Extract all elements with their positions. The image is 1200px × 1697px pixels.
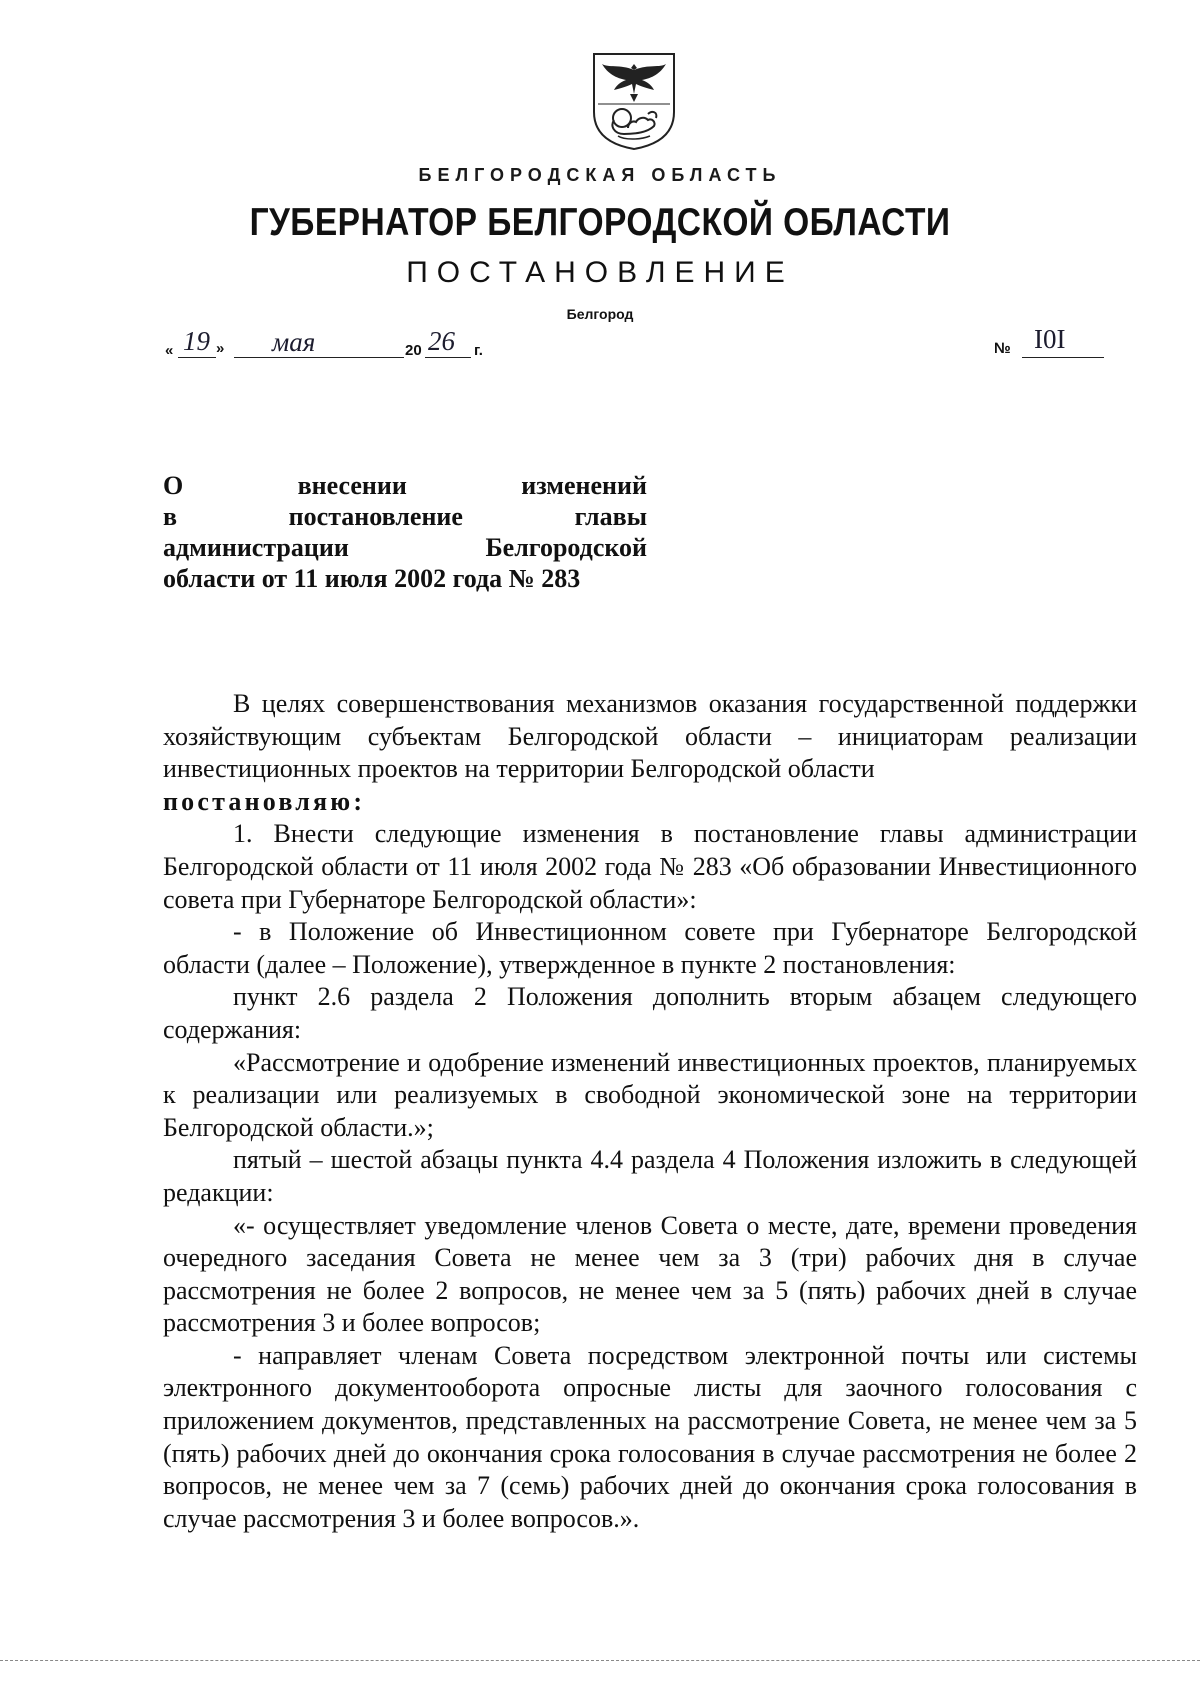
date-open-quote: «	[165, 342, 174, 359]
region-heading: БЕЛГОРОДСКАЯ ОБЛАСТЬ	[418, 165, 782, 185]
intro-text: В целях совершенствования механизмов оказания государственной поддержки хозяйствующим субъектам Белгородской области – инициаторам реализации инвестиционных проектов на территории Белгородской области	[163, 689, 1137, 784]
body-paragraph: - в Положение об Инвестиционном совете при Губернаторе Белгородской области (далее – Положение), утвержденное в пункте 2 постановления:	[163, 917, 1137, 979]
body-paragraph: пункт 2.6 раздела 2 Положения дополнить вторым абзацем следующего содержания:	[163, 982, 1137, 1044]
month-underline	[234, 357, 404, 358]
title-line: области от 11 июля 2002 года № 283	[163, 564, 581, 593]
number-label: №	[994, 340, 1011, 357]
coat-of-arms-emblem	[590, 50, 678, 152]
year-mark: г.	[474, 342, 483, 359]
title-line: О внесении изменений	[163, 471, 647, 500]
number-underline	[1022, 357, 1104, 358]
decree-line	[163, 786, 1137, 819]
city-label: Белгород	[566, 306, 634, 322]
day-underline	[178, 357, 216, 358]
body-paragraph: 1. Внести следующие изменения в постановление главы администрации Белгородской области от 11 июля 2002 года № 283 «Об образовании Инвестиционного совета при Губернаторе Белгородской области»:	[163, 819, 1137, 914]
title-line: администрации Белгородской	[163, 533, 647, 562]
body-paragraph: «Рассмотрение и одобрение изменений инвестиционных проектов, планируемых к реализации или реализуемых в свободной экономической зоне на территории Белгородской области.»;	[163, 1047, 1137, 1142]
date-day: 19	[183, 326, 210, 356]
body-paragraph: «- осуществляет уведомление членов Совета о месте, дате, времени проведения очередного заседания Совета не менее чем за 3 (три) рабочих дня в случае рассмотрения не более 2 вопросов, не менее чем за 5 (пять) рабочих дней в случае рассмотрения 3 и более вопросов;	[163, 1210, 1137, 1338]
body-paragraph: - направляет членам Совета посредством электронной почты или системы электронного документооборота опросные листы для заочного голосования с приложением документов, представленных на рассмотрение Совета, не менее чем за 5 (пять) рабочих дней до окончания срока голосования в случае рассмотрения не более 2 вопросов, не менее чем за 7 (семь) рабочих дней до окончания срока голосования в случае рассмотрения 3 и более вопросов.».	[163, 1340, 1137, 1533]
date-close-quote: »	[216, 340, 225, 357]
year-suffix: 26	[428, 326, 455, 356]
number-value: I0I	[1034, 324, 1066, 354]
title-line: в постановление главы	[163, 502, 647, 531]
document-body	[163, 688, 1137, 1535]
year-underline	[425, 357, 471, 358]
document-title	[163, 470, 647, 594]
body-paragraph: пятый – шестой абзацы пункта 4.4 раздела 4 Положения изложить в следующей редакции:	[163, 1145, 1137, 1207]
intro-paragraph	[163, 688, 1137, 786]
decree-word: постановляю:	[163, 786, 366, 816]
page-bottom-divider	[0, 1660, 1200, 1661]
document-type-heading: ПОСТАНОВЛЕНИЕ	[406, 256, 794, 289]
date-month: мая	[272, 327, 316, 357]
year-prefix: 20	[405, 342, 422, 359]
governor-heading: ГУБЕРНАТОР БЕЛГОРОДСКОЙ ОБЛАСТИ	[249, 201, 951, 244]
